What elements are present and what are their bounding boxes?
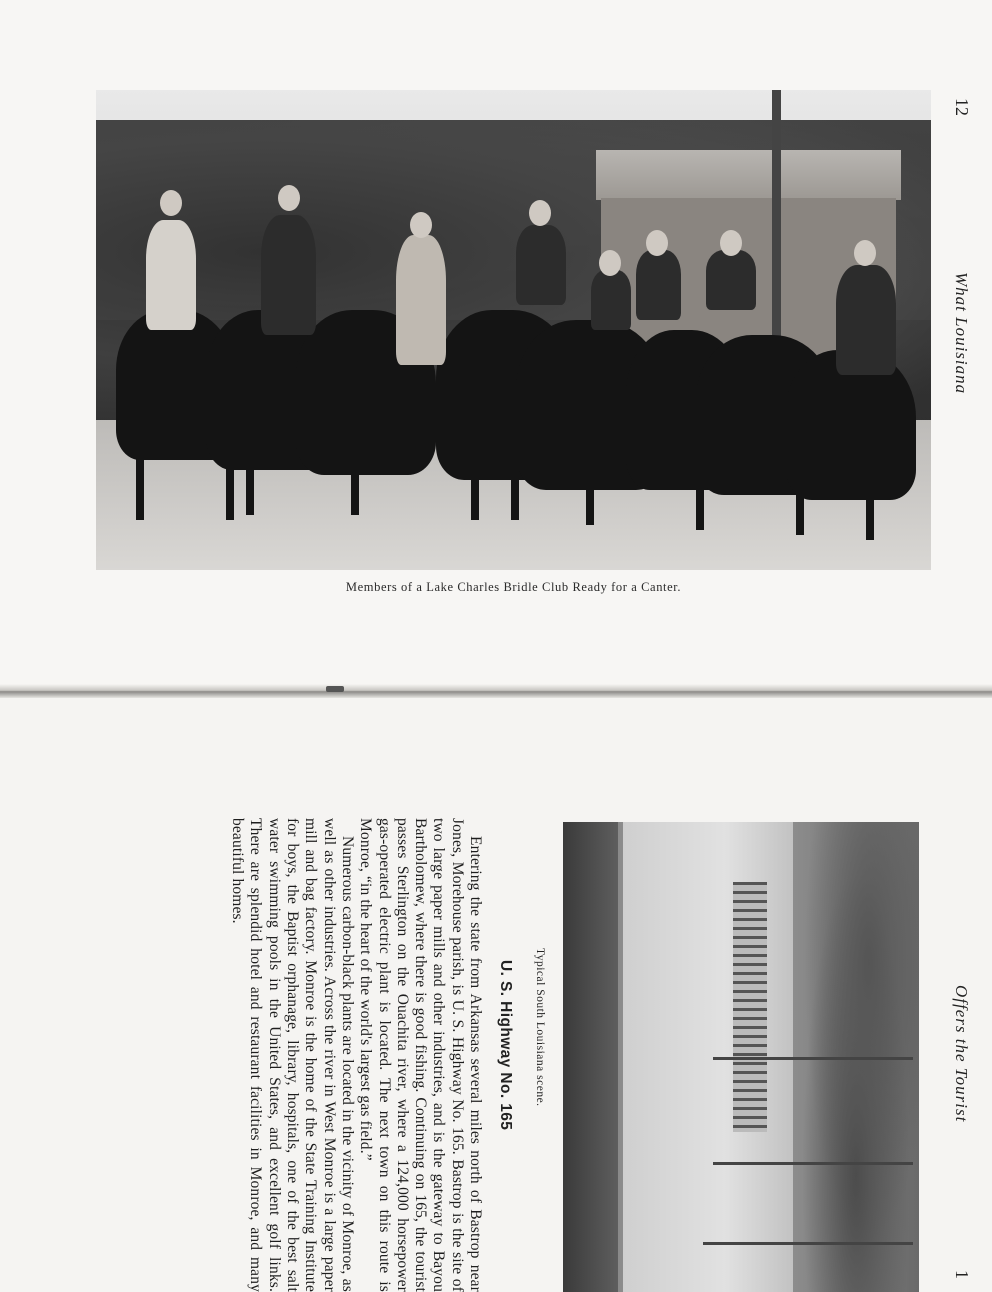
staple (326, 686, 344, 692)
page-fold (0, 684, 992, 698)
rider (636, 250, 681, 320)
running-head: What Louisiana (952, 272, 971, 395)
rider (836, 265, 896, 375)
rider (146, 220, 196, 330)
article-body (228, 818, 484, 1292)
rider (261, 215, 316, 335)
page-number-bottom: 1 (952, 1270, 972, 1279)
section-heading: U. S. Highway No. 165 (497, 960, 514, 1131)
rider (396, 235, 446, 365)
running-head-bottom: Offers the Tourist (952, 985, 971, 1123)
scene-caption: Typical South Louisiana scene. (534, 948, 546, 1107)
bridle-club-caption: Members of a Lake Charles Bridle Club Ready for a Canter. (345, 580, 682, 594)
paragraph: Numerous carbon-black plants are located in the vicinity of Monroe, as well as other industries. Across the river in West Monroe is a large paper mill and bag factory. Monroe is the home of the State Training Institute for boys, the Baptist orphanage, library, hospitals, one of the best salt water swimming pools in the United States, and excellent golf links. There are splendid hotel and restaurant facilities in Monroe, and many beautiful homes. (229, 818, 356, 1292)
rider (591, 270, 631, 330)
paragraph: Entering the state from Arkansas several miles north of Bastrop near Jones, Morehouse parish, is U. S. Highway No. 165. Bastrop is the site of two large paper mills and other industries, and is the gateway to Bayou Bartholomew, where there is good fishing. Continuing on 165, the tourist passes Sterlington on the Ouachita river, where a 124,000 horsepower gas-operated electric plant is located. The next town on this route is Monroe, “in the heart of the world's largest gas field.” (357, 818, 484, 1292)
rider (706, 250, 756, 310)
south-louisiana-photo (563, 822, 919, 1292)
bridle-club-photo (96, 90, 931, 570)
rider (516, 225, 566, 305)
page-number: 12 (952, 98, 972, 116)
